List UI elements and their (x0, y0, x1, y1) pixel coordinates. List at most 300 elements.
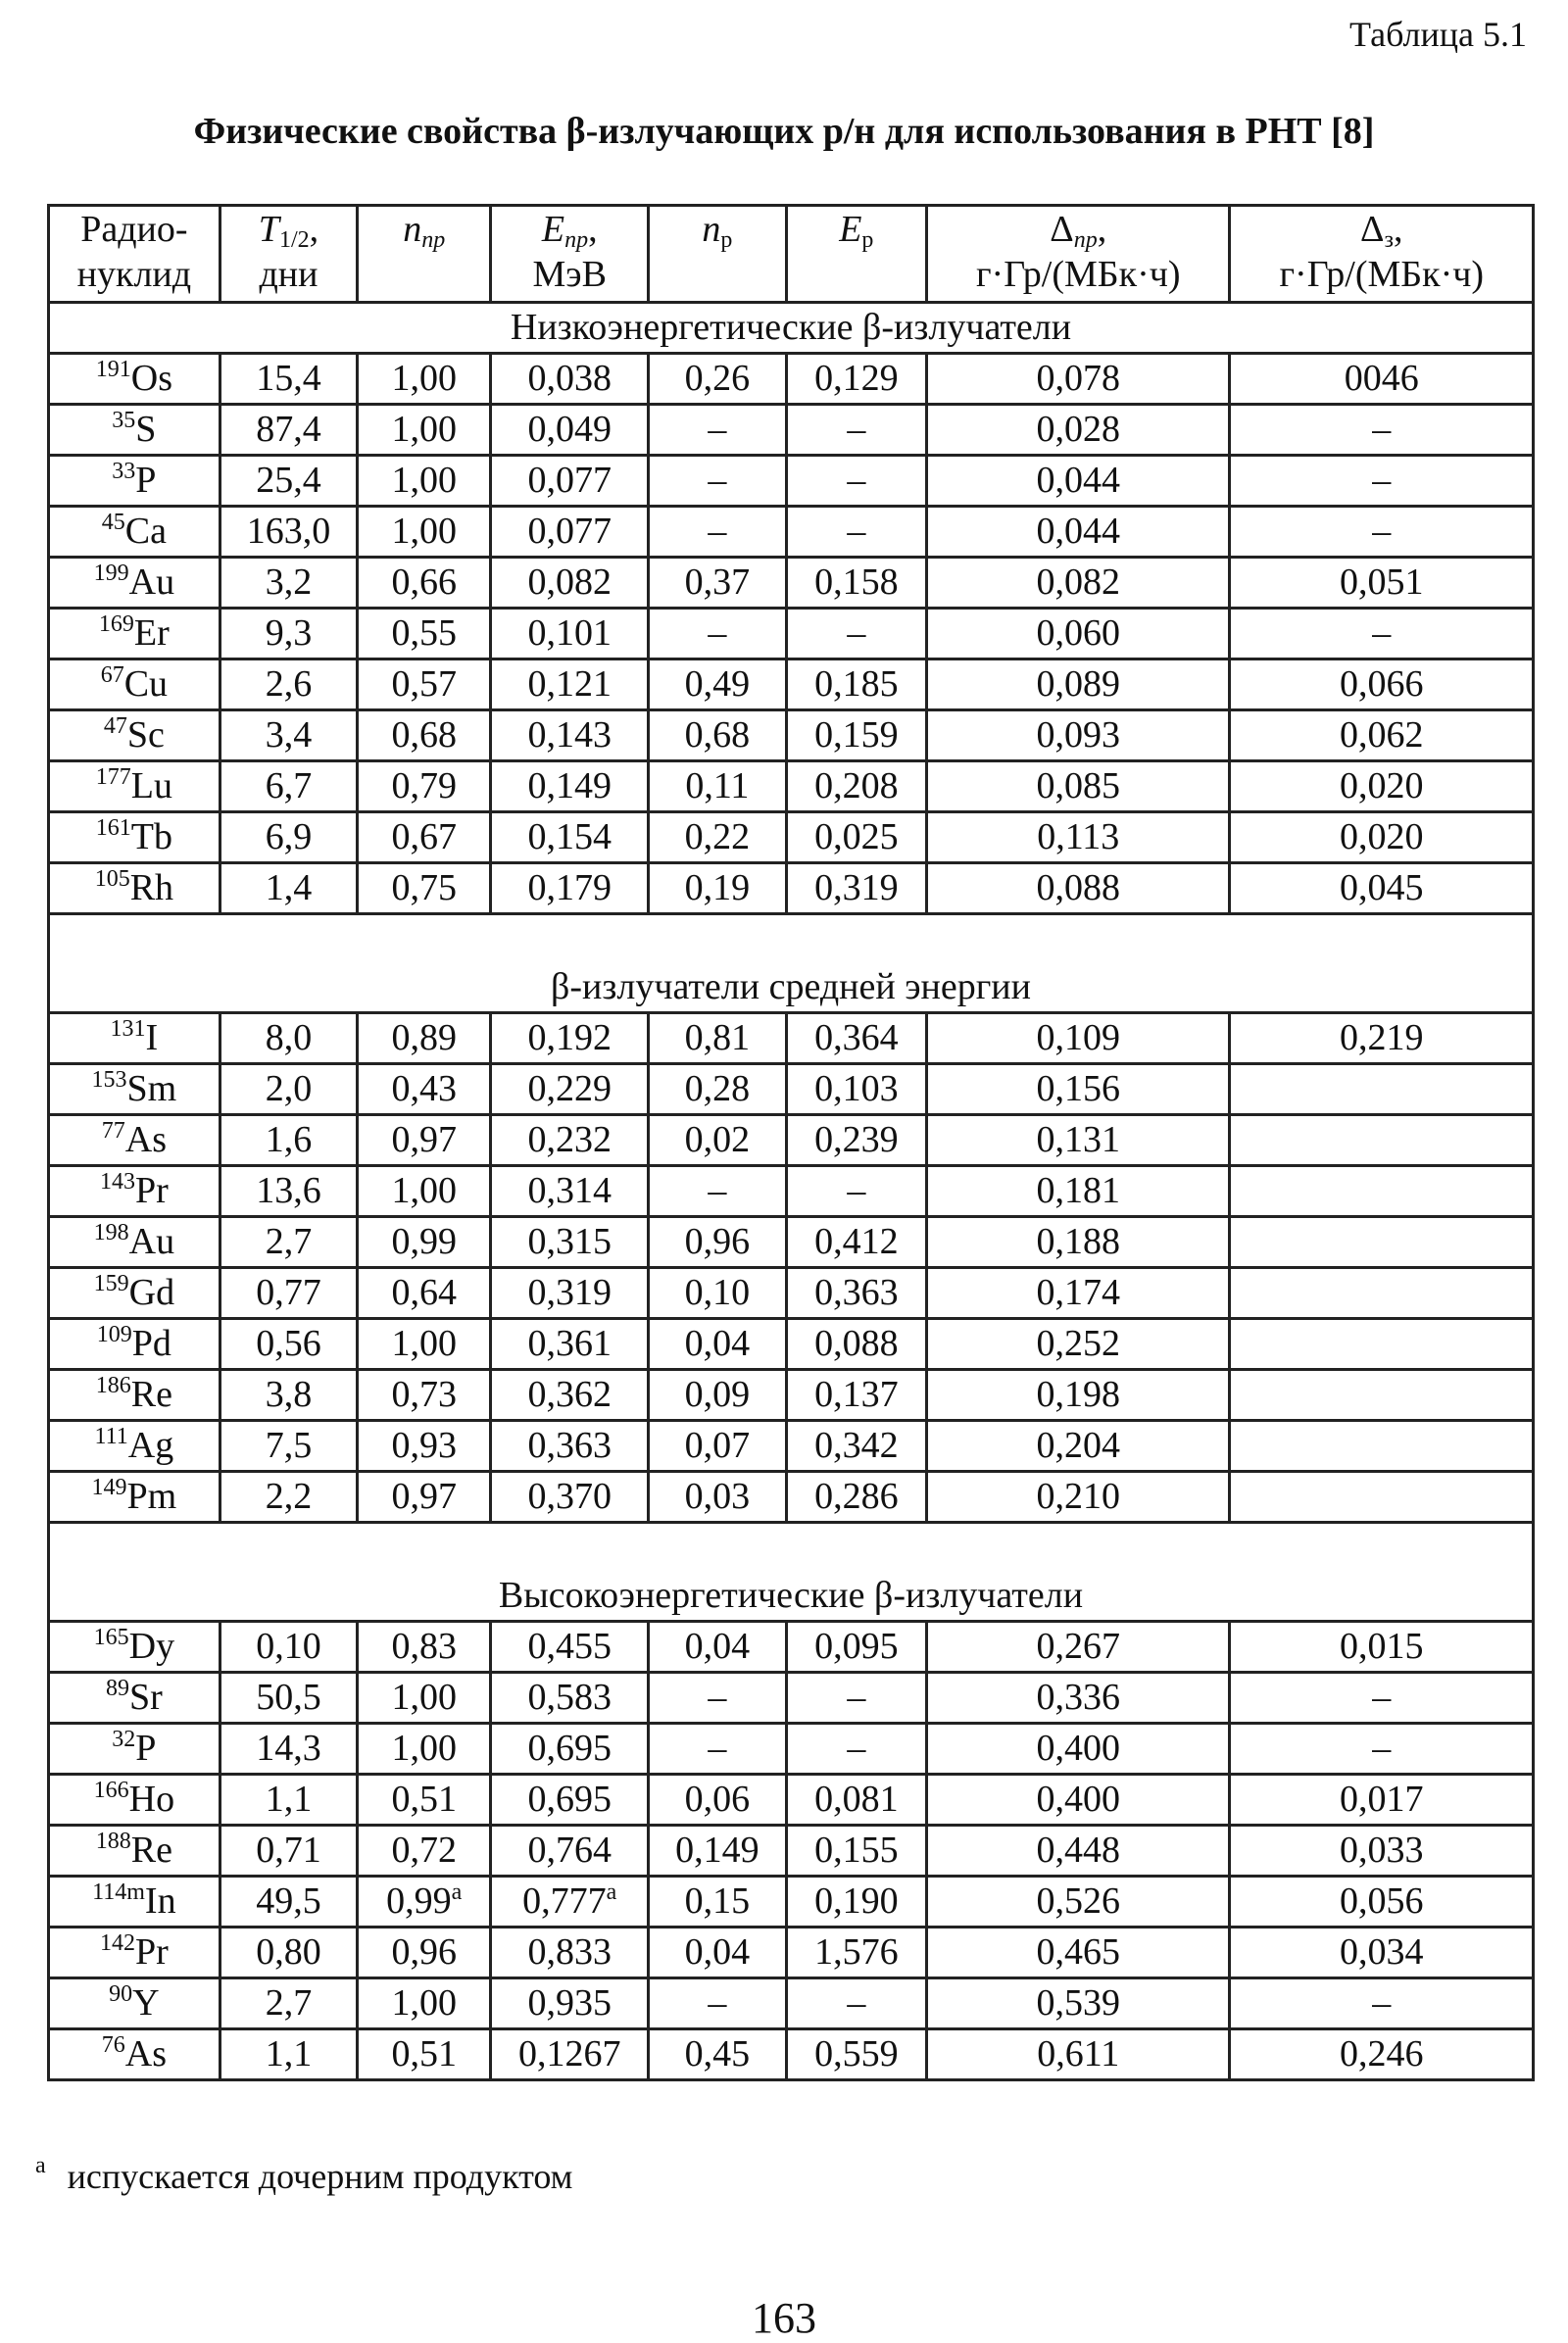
n-pr-value: 1,00 (391, 1170, 457, 1211)
n-pr-cell (358, 456, 491, 507)
delta-z-value: 0,020 (1339, 765, 1424, 806)
n-pr-cell (358, 1622, 491, 1673)
e-r-value: 0,286 (814, 1476, 899, 1517)
e-pr-cell (491, 1622, 649, 1673)
e-r-cell (786, 1166, 926, 1217)
e-pr-value: 0,229 (527, 1068, 612, 1109)
e-r-value: – (847, 1982, 866, 2024)
header-delta-z-symbol: Δ (1360, 209, 1385, 250)
section-title: β-излучатели средней энергии (49, 914, 1534, 1013)
n-pr-value: 0,66 (391, 561, 457, 603)
e-pr-value: 0,143 (527, 714, 612, 756)
n-pr-value: 1,00 (391, 460, 457, 501)
e-pr-cell (491, 1064, 649, 1115)
nuclide-cell (49, 1978, 220, 2029)
nuclide-cell (49, 609, 220, 659)
e-r-cell (786, 1622, 926, 1673)
e-r-value: 0,363 (814, 1272, 899, 1313)
element-symbol: Os (130, 358, 172, 399)
header-delta-z-sub: з (1384, 227, 1394, 253)
n-r-value: – (708, 1728, 727, 1769)
n-pr-value: 0,93 (391, 1425, 457, 1466)
e-pr-cell (491, 1370, 649, 1421)
delta-pr-cell (927, 1978, 1230, 2029)
half-life-cell (220, 659, 357, 710)
n-r-cell (649, 761, 786, 812)
n-r-value: 0,28 (684, 1068, 751, 1109)
e-r-value: 0,208 (814, 765, 899, 806)
e-pr-value: 0,363 (527, 1425, 612, 1466)
delta-z-cell (1230, 1166, 1534, 1217)
mass-number: 67 (100, 662, 124, 688)
delta-z-cell (1230, 659, 1534, 710)
mass-number: 77 (101, 1118, 125, 1144)
element-symbol: P (135, 1728, 157, 1769)
delta-pr-value: 0,060 (1036, 612, 1120, 654)
n-r-cell (649, 1978, 786, 2029)
n-pr-value: 0,79 (391, 765, 457, 806)
e-pr-cell (491, 1724, 649, 1775)
header-e-pr-sub: пр (564, 227, 589, 253)
n-r-value: 0,96 (684, 1221, 751, 1262)
delta-pr-value: 0,109 (1036, 1017, 1120, 1058)
mass-number: 32 (112, 1727, 136, 1752)
section-row (49, 914, 1534, 1013)
half-life-cell (220, 1472, 357, 1523)
delta-z-value: – (1372, 1982, 1392, 2024)
n-r-value: – (708, 1170, 727, 1211)
half-life-cell (220, 1673, 357, 1724)
mass-number: 142 (99, 1930, 135, 1956)
n-pr-cell (358, 1064, 491, 1115)
e-r-value: 0,095 (814, 1626, 899, 1667)
nuclide-cell (49, 1775, 220, 1826)
e-r-value: 1,576 (814, 1931, 899, 1973)
header-e-pr-symbol: E (541, 209, 565, 250)
half-life-cell (220, 1622, 357, 1673)
e-pr-value: 0,764 (527, 1830, 612, 1871)
delta-pr-cell (927, 2029, 1230, 2080)
mass-number: 90 (109, 1981, 133, 2007)
mass-number: 186 (95, 1373, 131, 1398)
delta-z-value: 0,015 (1339, 1626, 1424, 1667)
n-r-value: – (708, 1982, 727, 2024)
delta-z-value: 0,066 (1339, 663, 1424, 705)
n-pr-value: 0,67 (391, 816, 457, 857)
e-r-cell (786, 354, 926, 405)
n-pr-cell (358, 761, 491, 812)
table-row (49, 1115, 1534, 1166)
half-life-cell (220, 1928, 357, 1978)
delta-pr-value: 0,448 (1036, 1830, 1120, 1871)
half-life-value: 3,4 (265, 714, 313, 756)
e-pr-value: 0,319 (527, 1272, 612, 1313)
n-r-value: 0,19 (684, 867, 751, 908)
n-pr-value: 0,97 (391, 1476, 457, 1517)
e-pr-value: 0,370 (527, 1476, 612, 1517)
nuclide-cell (49, 1166, 220, 1217)
header-delta-z (1230, 206, 1534, 303)
n-r-cell (649, 1724, 786, 1775)
e-r-cell (786, 659, 926, 710)
nuclide-cell (49, 1622, 220, 1673)
half-life-value: 50,5 (256, 1677, 321, 1718)
mass-number: 143 (99, 1169, 135, 1195)
e-r-cell (786, 1217, 926, 1268)
n-r-value: 0,11 (685, 765, 750, 806)
table-row (49, 558, 1534, 609)
e-pr-cell (491, 609, 649, 659)
half-life-cell (220, 609, 357, 659)
n-r-value: 0,04 (684, 1323, 751, 1364)
n-pr-cell (358, 558, 491, 609)
element-symbol: In (144, 1880, 176, 1922)
half-life-value: 87,4 (256, 409, 321, 450)
nuclide-cell (49, 1877, 220, 1928)
n-r-value: 0,09 (684, 1374, 751, 1415)
e-pr-value: 0,1267 (517, 2033, 621, 2075)
table-row (49, 1013, 1534, 1064)
n-r-cell (649, 2029, 786, 2080)
half-life-cell (220, 1166, 357, 1217)
element-symbol: Sm (126, 1068, 177, 1109)
n-r-cell (649, 1775, 786, 1826)
half-life-value: 2,2 (265, 1476, 313, 1517)
element-symbol: Er (133, 612, 170, 654)
mass-number: 105 (94, 866, 130, 892)
nuclide-cell (49, 812, 220, 863)
e-r-cell (786, 1370, 926, 1421)
header-delta-pr-symbol: Δ (1050, 209, 1074, 250)
delta-z-cell (1230, 1826, 1534, 1877)
delta-pr-value: 0,400 (1036, 1728, 1120, 1769)
e-pr-value: 0,315 (527, 1221, 612, 1262)
delta-z-cell (1230, 1319, 1534, 1370)
n-pr-cell (358, 863, 491, 914)
table-row (49, 1826, 1534, 1877)
half-life-value: 1,1 (265, 2033, 313, 2075)
n-pr-value: 1,00 (391, 358, 457, 399)
delta-pr-cell (927, 558, 1230, 609)
delta-z-cell (1230, 1064, 1534, 1115)
delta-pr-value: 0,252 (1036, 1323, 1120, 1364)
table-body (49, 303, 1534, 2080)
delta-pr-value: 0,174 (1036, 1272, 1120, 1313)
header-nuclide-line1: Радио- (80, 209, 188, 250)
delta-z-value: – (1372, 612, 1392, 654)
e-pr-value: 0,695 (527, 1779, 612, 1820)
e-r-cell (786, 1421, 926, 1472)
delta-pr-cell (927, 1064, 1230, 1115)
n-r-value: 0,68 (684, 714, 751, 756)
delta-pr-cell (927, 1115, 1230, 1166)
delta-z-cell (1230, 1472, 1534, 1523)
n-r-cell (649, 1877, 786, 1928)
n-pr-cell (358, 1877, 491, 1928)
n-pr-cell (358, 1421, 491, 1472)
page-number: 163 (752, 2294, 816, 2342)
table-row (49, 405, 1534, 456)
header-e-pr (491, 206, 649, 303)
delta-z-cell (1230, 761, 1534, 812)
delta-z-value: 0,020 (1339, 816, 1424, 857)
element-symbol: S (135, 409, 157, 450)
delta-z-cell (1230, 2029, 1534, 2080)
delta-z-cell (1230, 354, 1534, 405)
table-row (49, 1166, 1534, 1217)
half-life-value: 0,10 (256, 1626, 321, 1667)
nuclide-cell (49, 1319, 220, 1370)
table-row (49, 507, 1534, 558)
n-r-value: 0,03 (684, 1476, 751, 1517)
header-delta-z-unit: г·Гр/(МБк·ч) (1279, 254, 1484, 295)
element-symbol: Ho (128, 1779, 175, 1820)
n-pr-cell (358, 1115, 491, 1166)
delta-z-cell (1230, 1724, 1534, 1775)
e-r-value: 0,185 (814, 663, 899, 705)
delta-pr-cell (927, 1775, 1230, 1826)
n-pr-cell (358, 1928, 491, 1978)
e-r-value: 0,081 (814, 1779, 899, 1820)
e-pr-value: 0,583 (527, 1677, 612, 1718)
table-row (49, 609, 1534, 659)
delta-pr-value: 0,078 (1036, 358, 1120, 399)
delta-pr-value: 0,131 (1036, 1119, 1120, 1160)
delta-z-cell (1230, 1673, 1534, 1724)
n-pr-cell (358, 354, 491, 405)
n-pr-cell (358, 1978, 491, 2029)
n-pr-value: 0,99 (386, 1880, 452, 1922)
nuclide-cell (49, 354, 220, 405)
half-life-cell (220, 761, 357, 812)
e-pr-value: 0,695 (527, 1728, 612, 1769)
n-pr-cell (358, 1673, 491, 1724)
table-row (49, 1370, 1534, 1421)
properties-table (47, 204, 1535, 2081)
delta-pr-cell (927, 659, 1230, 710)
e-pr-cell (491, 354, 649, 405)
e-pr-cell (491, 1877, 649, 1928)
half-life-cell (220, 1877, 357, 1928)
e-r-value: – (847, 1170, 866, 1211)
e-r-value: – (847, 511, 866, 552)
delta-pr-cell (927, 1724, 1230, 1775)
half-life-cell (220, 1268, 357, 1319)
element-symbol: Pm (126, 1476, 177, 1517)
delta-pr-value: 0,085 (1036, 765, 1120, 806)
n-pr-value: 0,73 (391, 1374, 457, 1415)
e-r-value: 0,025 (814, 816, 899, 857)
e-pr-cell (491, 405, 649, 456)
delta-z-value: 0,045 (1339, 867, 1424, 908)
delta-z-value: 0,056 (1339, 1880, 1424, 1922)
half-life-cell (220, 1826, 357, 1877)
n-r-cell (649, 1166, 786, 1217)
e-r-value: 0,239 (814, 1119, 899, 1160)
half-life-value: 8,0 (265, 1017, 313, 1058)
half-life-cell (220, 2029, 357, 2080)
n-r-value: 0,22 (684, 816, 751, 857)
e-pr-value: 0,038 (527, 358, 612, 399)
element-symbol: Sr (128, 1677, 163, 1718)
e-r-value: 0,158 (814, 561, 899, 603)
delta-pr-cell (927, 1370, 1230, 1421)
n-r-cell (649, 1115, 786, 1166)
table-row (49, 2029, 1534, 2080)
footnote-text: испускается дочерним продуктом (67, 2157, 573, 2196)
n-pr-value: 1,00 (391, 1982, 457, 2024)
half-life-value: 14,3 (256, 1728, 321, 1769)
delta-pr-value: 0,082 (1036, 561, 1120, 603)
delta-pr-value: 0,093 (1036, 714, 1120, 756)
delta-pr-cell (927, 1166, 1230, 1217)
e-pr-cell (491, 1013, 649, 1064)
e-r-value: 0,103 (814, 1068, 899, 1109)
n-pr-cell (358, 2029, 491, 2080)
e-pr-value: 0,314 (527, 1170, 612, 1211)
nuclide-cell (49, 1826, 220, 1877)
half-life-value: 6,7 (265, 765, 313, 806)
mass-number: 153 (91, 1067, 127, 1093)
delta-z-cell (1230, 710, 1534, 761)
delta-z-cell (1230, 1928, 1534, 1978)
delta-z-cell (1230, 1877, 1534, 1928)
table-title: Физические свойства β-излучающих р/н для использования в РНТ [8] (193, 111, 1375, 152)
e-r-value: – (847, 409, 866, 450)
e-r-cell (786, 761, 926, 812)
half-life-cell (220, 354, 357, 405)
n-r-cell (649, 456, 786, 507)
nuclide-cell (49, 1928, 220, 1978)
element-symbol: Pd (131, 1323, 172, 1364)
e-r-value: – (847, 460, 866, 501)
table-row (49, 1978, 1534, 2029)
nuclide-cell (49, 1673, 220, 1724)
delta-pr-cell (927, 1217, 1230, 1268)
element-symbol: Rh (129, 867, 174, 908)
e-pr-value: 0,777 (522, 1880, 607, 1922)
e-pr-cell (491, 507, 649, 558)
delta-pr-cell (927, 1673, 1230, 1724)
n-r-cell (649, 710, 786, 761)
mass-number: 198 (93, 1220, 129, 1245)
n-pr-value: 0,72 (391, 1830, 457, 1871)
mass-number: 169 (98, 611, 134, 637)
mass-number: 109 (96, 1322, 132, 1347)
half-life-value: 6,9 (265, 816, 313, 857)
half-life-cell (220, 1115, 357, 1166)
e-r-cell (786, 507, 926, 558)
mass-number: 76 (101, 2032, 125, 2058)
header-delta-pr-sub: пр (1073, 227, 1098, 253)
n-pr-cell (358, 609, 491, 659)
e-pr-value: 0,101 (527, 612, 612, 654)
half-life-cell (220, 456, 357, 507)
section-row (49, 303, 1534, 354)
n-r-value: 0,06 (684, 1779, 751, 1820)
element-symbol: Cu (123, 663, 169, 705)
delta-z-cell (1230, 863, 1534, 914)
n-r-value: – (708, 409, 727, 450)
delta-pr-cell (927, 1928, 1230, 1978)
n-r-value: 0,02 (684, 1119, 751, 1160)
n-r-cell (649, 1319, 786, 1370)
table-row (49, 1472, 1534, 1523)
n-pr-value: 0,51 (391, 1779, 457, 1820)
n-pr-cell (358, 1775, 491, 1826)
mass-number: 166 (93, 1778, 129, 1803)
n-pr-value: 1,00 (391, 409, 457, 450)
e-pr-value: 0,049 (527, 409, 612, 450)
e-r-cell (786, 1673, 926, 1724)
e-pr-cell (491, 1978, 649, 2029)
delta-pr-cell (927, 1877, 1230, 1928)
e-pr-cell (491, 1421, 649, 1472)
header-e-r-sub: р (861, 227, 874, 253)
header-half-life-symbol: T (258, 209, 279, 250)
delta-pr-cell (927, 1472, 1230, 1523)
half-life-value: 0,77 (256, 1272, 321, 1313)
header-e-r (786, 206, 926, 303)
half-life-cell (220, 507, 357, 558)
half-life-value: 2,0 (265, 1068, 313, 1109)
e-pr-cell (491, 456, 649, 507)
footnote-mark: а (35, 2153, 46, 2178)
n-r-value: 0,149 (675, 1830, 760, 1871)
element-symbol: Pr (134, 1170, 169, 1211)
half-life-cell (220, 558, 357, 609)
table-row (49, 1928, 1534, 1978)
e-r-cell (786, 1115, 926, 1166)
nuclide-cell (49, 659, 220, 710)
table-row (49, 1421, 1534, 1472)
header-nuclide-line2: нуклид (76, 254, 192, 295)
delta-pr-value: 0,044 (1036, 511, 1120, 552)
n-pr-cell (358, 1472, 491, 1523)
n-r-cell (649, 558, 786, 609)
header-e-pr-unit: МэВ (532, 254, 607, 295)
footnote (35, 2153, 573, 2197)
e-r-value: 0,088 (814, 1323, 899, 1364)
half-life-cell (220, 1775, 357, 1826)
half-life-value: 2,7 (265, 1982, 313, 2024)
header-e-pr-comma: , (588, 209, 598, 250)
element-symbol: Lu (130, 765, 172, 806)
delta-pr-value: 0,028 (1036, 409, 1120, 450)
half-life-value: 2,7 (265, 1221, 313, 1262)
e-pr-cell (491, 1928, 649, 1978)
e-r-value: 0,319 (814, 867, 899, 908)
delta-pr-value: 0,089 (1036, 663, 1120, 705)
delta-pr-value: 0,465 (1036, 1931, 1120, 1973)
mass-number: 89 (105, 1676, 129, 1701)
e-r-value: 0,137 (814, 1374, 899, 1415)
n-r-value: 0,04 (684, 1931, 751, 1973)
half-life-value: 49,5 (256, 1880, 321, 1922)
delta-pr-value: 0,198 (1036, 1374, 1120, 1415)
table-row (49, 1622, 1534, 1673)
nuclide-cell (49, 1370, 220, 1421)
delta-pr-cell (927, 1622, 1230, 1673)
footnote-ref: а (451, 1879, 463, 1905)
n-r-cell (649, 1370, 786, 1421)
e-pr-value: 0,121 (527, 663, 612, 705)
half-life-value: 13,6 (256, 1170, 321, 1211)
e-pr-cell (491, 1472, 649, 1523)
nuclide-cell (49, 1115, 220, 1166)
n-pr-value: 1,00 (391, 1323, 457, 1364)
n-pr-cell (358, 1166, 491, 1217)
